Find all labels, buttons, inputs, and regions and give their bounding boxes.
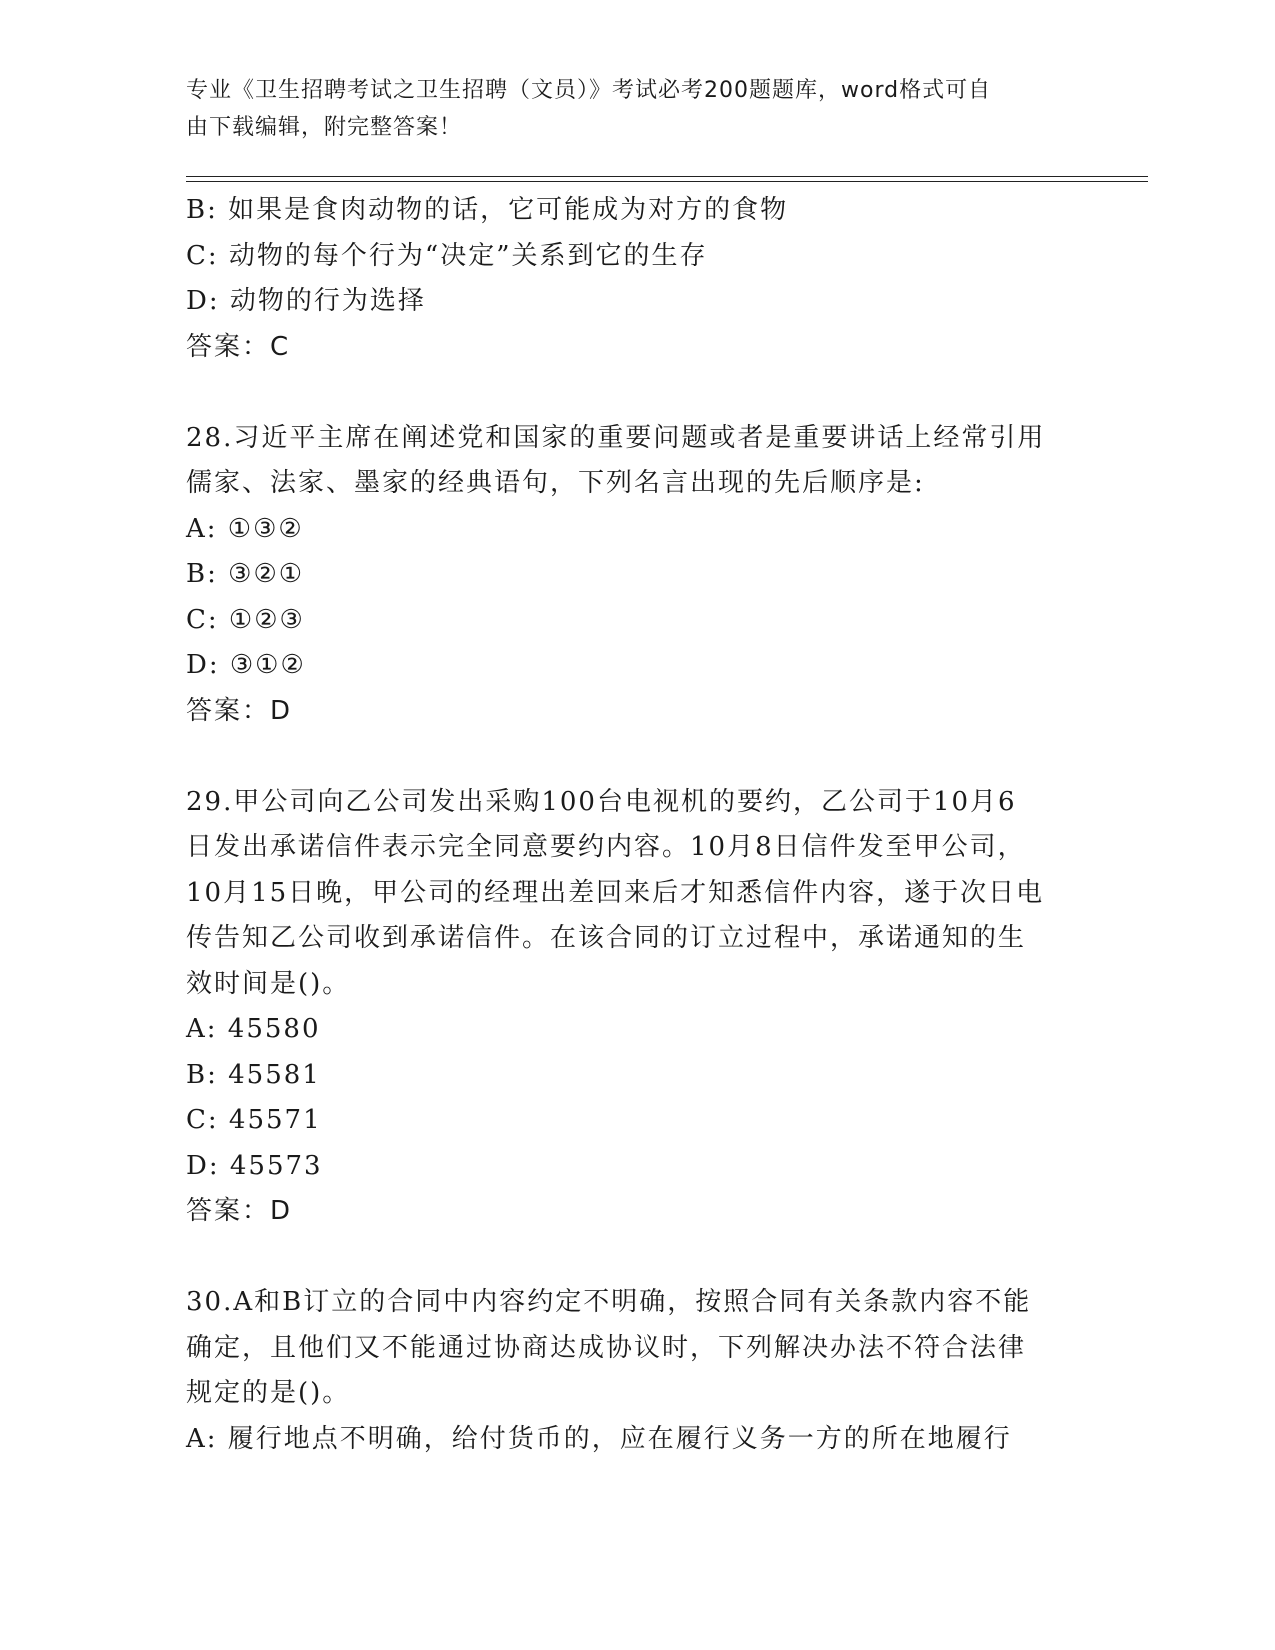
question-stem: 规定的是()。: [186, 1378, 351, 1408]
option-d: D: ③①②: [186, 650, 306, 680]
question-stem: 日发出承诺信件表示完全同意要约内容。10月8日信件发至甲公司，: [186, 832, 1026, 862]
question-stem: 确定，且他们又不能通过协商达成协议时，下列解决办法不符合法律: [186, 1332, 1027, 1363]
question-stem: 10月15日晚，甲公司的经理出差回来后才知悉信件内容，遂于次日电: [186, 877, 1045, 908]
header-rule-top: [186, 176, 1148, 177]
answer: 答案：D: [186, 1196, 293, 1226]
option-a: A: ①③②: [186, 513, 304, 544]
option-b: B: 如果是食肉动物的话，它可能成为对方的食物: [186, 195, 789, 225]
question-stem: 29.甲公司向乙公司发出采购100台电视机的要约，乙公司于10月6: [186, 786, 1017, 817]
question-28: [186, 416, 1086, 735]
option-b: B: 45581: [186, 1059, 321, 1090]
question-stem: 30.A和B订立的合同中内容约定不明确，按照合同有关条款内容不能: [186, 1287, 1032, 1317]
question-27: [186, 188, 1086, 370]
question-30: [186, 1280, 1086, 1462]
question-stem: 效时间是()。: [186, 968, 351, 999]
option-c: C: 45571: [186, 1105, 322, 1135]
header-rule-bottom: [186, 181, 1148, 182]
question-content: [186, 188, 1086, 1462]
option-a: A: 履行地点不明确，给付货币的，应在履行义务一方的所在地履行: [186, 1423, 1012, 1454]
header-line-1: 专业《卫生招聘考试之卫生招聘（文员）》考试必考200题题库，word格式可自: [186, 78, 992, 103]
question-stem: 儒家、法家、墨家的经典语句，下列名言出现的先后顺序是:: [186, 468, 925, 498]
header-line-2: 由下载编辑，附完整答案！: [186, 115, 463, 140]
document-header: [186, 72, 1066, 146]
option-a: A: 45580: [186, 1014, 321, 1044]
option-b: B: ③②①: [186, 559, 305, 589]
answer: 答案：C: [186, 331, 291, 362]
question-29: [186, 780, 1086, 1235]
answer: 答案：D: [186, 695, 293, 726]
question-stem: 传告知乙公司收到承诺信件。在该合同的订立过程中，承诺通知的生: [186, 923, 1027, 953]
option-d: D: 动物的行为选择: [186, 286, 426, 316]
option-d: D: 45573: [186, 1150, 323, 1181]
option-c: C: 动物的每个行为“决定”关系到它的生存: [186, 240, 708, 271]
question-stem: 28.习近平主席在阐述党和国家的重要问题或者是重要讲话上经常引用: [186, 422, 1046, 453]
option-c: C: ①②③: [186, 604, 305, 635]
